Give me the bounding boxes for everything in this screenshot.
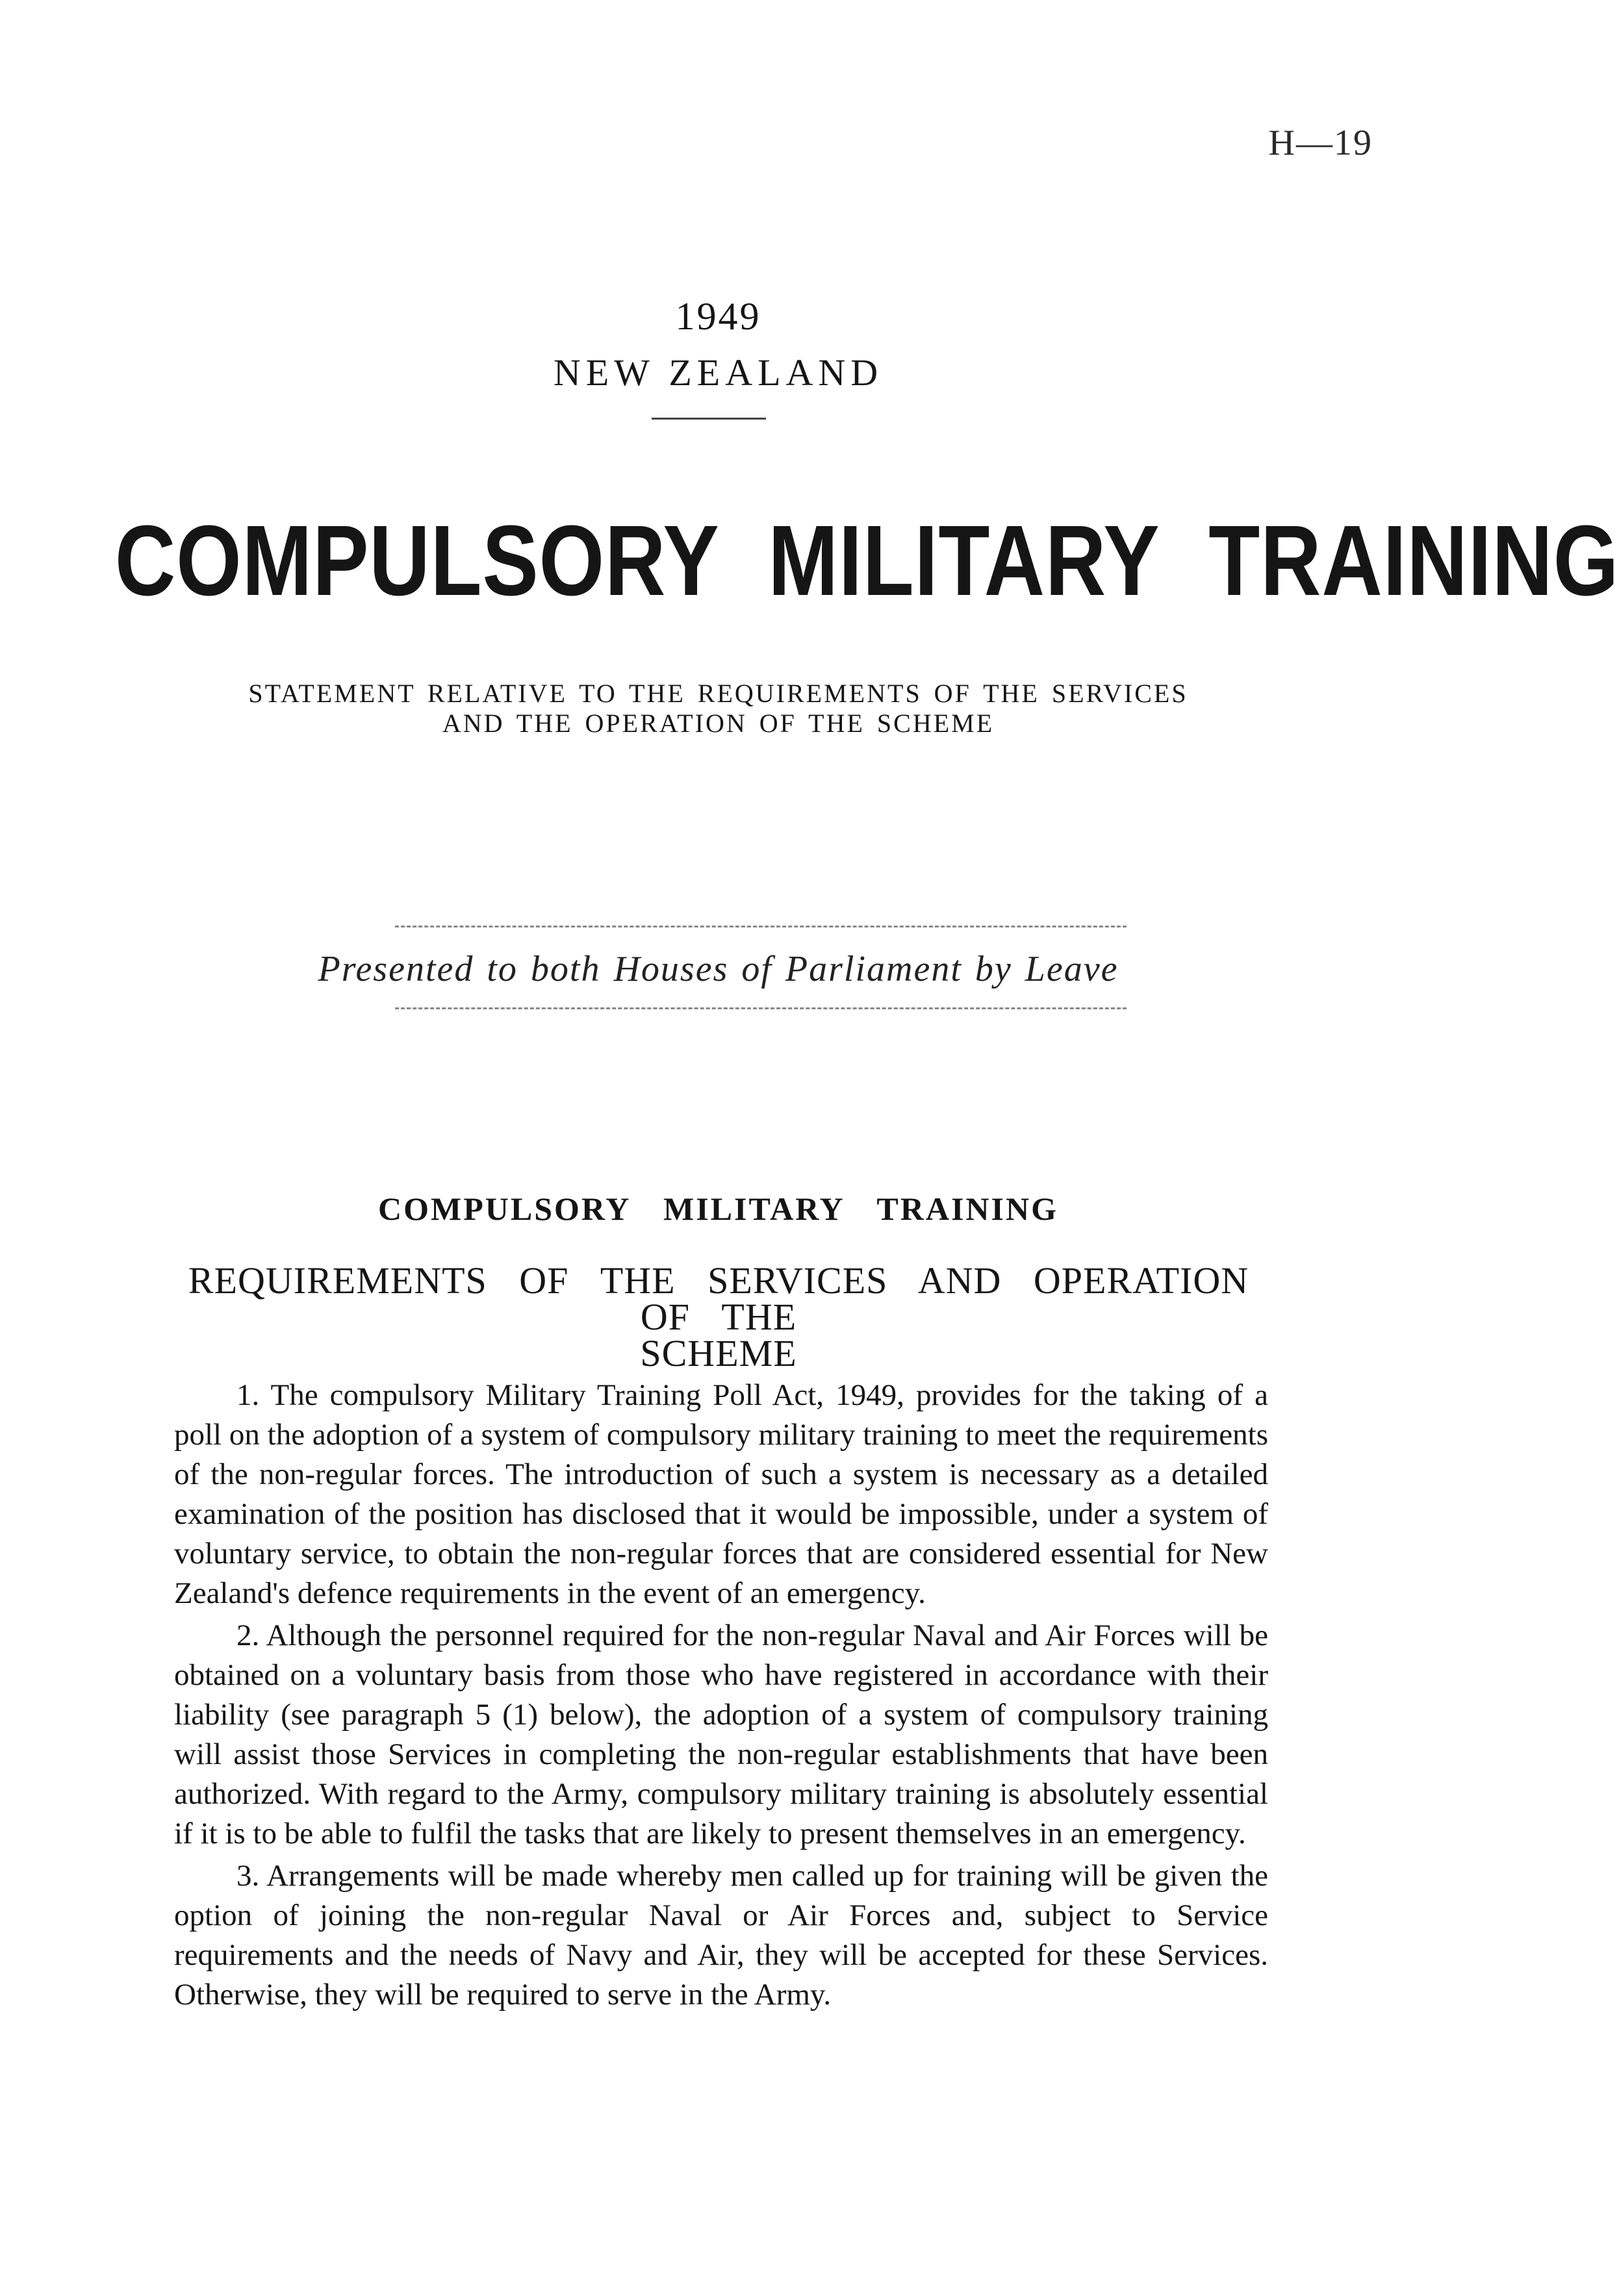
body-text xyxy=(174,1376,1268,2015)
paragraph-3: 3. Arrangements will be made whereby men called up for training will be given the option of joining the non-regular Naval or Air Forces and, subject to Service requirements and the needs of Navy and Air, they will be accepted for these Services. Otherwise, they will be required to serve in the Army. xyxy=(174,1859,1268,2012)
section-subtitle-line-2: SCHEME xyxy=(640,1332,797,1374)
statement-subtitle xyxy=(0,679,1436,738)
main-title: COMPULSORY MILITARY TRAINING xyxy=(114,505,1619,616)
country-name: NEW ZEALAND xyxy=(553,351,884,394)
presentation-rule-bottom xyxy=(395,1007,1127,1009)
presentation-note: Presented to both Houses of Parliament by Leave xyxy=(318,949,1119,989)
document-year: 1949 xyxy=(675,295,761,338)
paragraph-1: 1. The compulsory Military Training Poll Act, 1949, provides for the taking of a poll on the adoption of a system of compulsory military training to meet the requirements of the non-regular forces. The introduction of such a system is necessary as a detailed examination of the position has disclosed that it would be impossible, under a system of voluntary service, to obtain the non-regular forces that are considered essential for New Zealand's defence requirements in the event of an emergency. xyxy=(174,1378,1268,1610)
document-reference: H—19 xyxy=(1268,123,1373,163)
section-subtitle-line-1: REQUIREMENTS OF THE SERVICES AND OPERATION OF THE xyxy=(188,1259,1249,1338)
presentation-rule-top xyxy=(395,926,1127,927)
paragraph-2: 2. Although the personnel required for the non-regular Naval and Air Forces will be obtained on a voluntary basis from those who have registered in accordance with their liability (see paragraph 5 (1) below), the adoption of a system of compulsory training will assist those Services in completing the non-regular establishments that have been authorized. With regard to the Army, compulsory military training is absolutely essential if it is to be able to fulfil the tasks that are likely to present themselves in an emergency. xyxy=(174,1619,1268,1850)
statement-subtitle-line-2: AND THE OPERATION OF THE SCHEME xyxy=(442,709,995,738)
section-title: COMPULSORY MILITARY TRAINING xyxy=(378,1191,1058,1227)
title-divider xyxy=(652,418,766,420)
section-subtitle xyxy=(172,1259,1266,1374)
statement-subtitle-line-1: STATEMENT RELATIVE TO THE REQUIREMENTS OF THE SERVICES xyxy=(248,679,1188,708)
